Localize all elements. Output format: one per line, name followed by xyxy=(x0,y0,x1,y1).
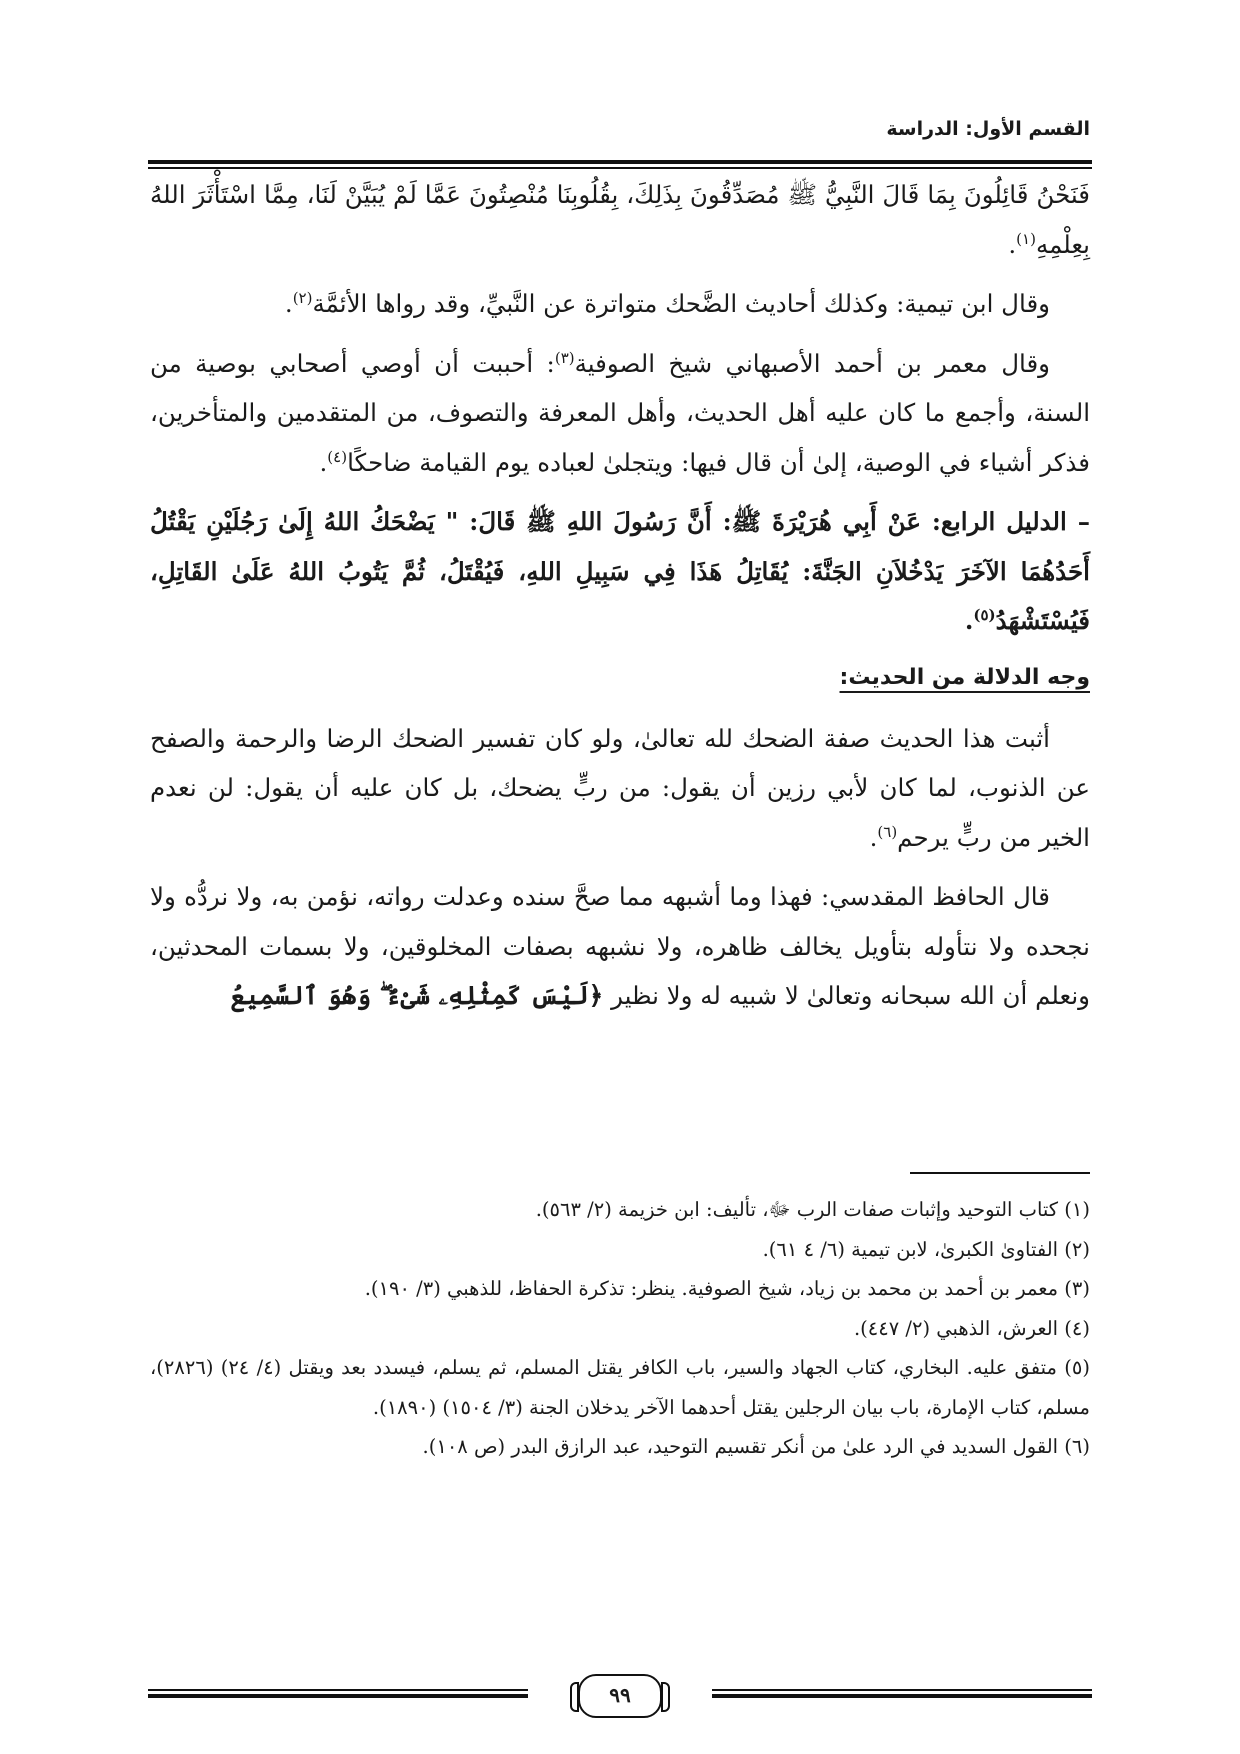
footnote-separator xyxy=(910,1172,1090,1174)
footnote-4: (٤) العرش، الذهبي (٢/ ٤٤٧). xyxy=(853,1316,1090,1340)
paragraph-4-hadith: – الدليل الرابع: عَنْ أَبِي هُرَيْرَةَ ﷺ: أَنَّ رَسُولَ اللهِ ﷺ قَالَ: " يَضْحَكُ اللهُ إِلَىٰ رَجُلَيْنِ يَقْتُلُ أَحَدُهُمَا الآخَرَ يَدْخُلاَنِ الجَنَّةَ: يُقَاتِلُ هَذَا فِي سَبِيلِ اللهِ، فَيُقْتَلُ، ثُمَّ يَتُوبُ اللهُ عَلَىٰ القَاتِلِ، فَيُسْتَشْهَدُ$^{(٥)}$. xyxy=(150,507,1090,635)
footer-rule-left xyxy=(148,1689,528,1698)
paragraph-6 xyxy=(150,872,1090,1021)
paragraph-2: وقال ابن تيمية: وكذلك أحاديث الضَّحك متواترة عن النَّبيِّ، وقد رواها الأئمَّة$^{(٢)}$. xyxy=(284,288,1050,318)
header-rule xyxy=(148,160,1092,169)
footer-rule-right xyxy=(712,1689,1092,1698)
paragraph-3-text-b: : أحببت أن أوصي أصحابي بوصية من السنة، وأجمع ما كان عليه أهل الحديث، وأهل المعرفة والتصوف، من المتقدمين والمتأخرين، فذكر أشياء في الوصية، إلىٰ أن قال فيها: ويتجلىٰ لعباده يوم القيامة ضاحكًا xyxy=(150,348,1090,477)
page-footer xyxy=(148,1680,1092,1716)
paragraph-5: أثبت هذا الحديث صفة الضحك لله تعالىٰ، ولو كان تفسير الضحك الرضا والرحمة والصفح عن الذنوب، لما كان لأبي رزين أن يقول: من ربٍّ يضحك، بل كان عليه أن يقول: لن نعدم الخير من ربٍّ يرحم$^{(٦)}$. xyxy=(150,723,1090,852)
footnote-ref-2[interactable]: (٢) xyxy=(292,288,313,307)
footnote-6: (٦) القول السديد في الرد علىٰ من أنكر تقسيم التوحيد، عبد الرازق البدر (ص ١٠٨). xyxy=(422,1435,1090,1458)
evidence-label: – الدليل الرابع: xyxy=(931,507,1090,536)
footnote-1: (١) كتاب التوحيد وإثبات صفات الرب ﷻ، تأليف: ابن خزيمة (٢/ ٥٦٣). xyxy=(535,1198,1090,1221)
footnote-ref-3[interactable]: (٣) xyxy=(554,348,575,367)
paragraph-3: وقال معمر بن أحمد الأصبهاني شيخ الصوفية$^{(٣)}$: أحببت أن أوصي أصحابي بوصية من السنة، وأجمع ما كان عليه أهل الحديث، وأهل المعرفة والتصوف، من المتقدمين والمتأخرين، فذكر أشياء في الوصية، إلىٰ أن قال فيها: ويتجلىٰ لعباده يوم القيامة ضاحكًا$^{(٤)}$. xyxy=(150,348,1090,477)
section-heading: وجه الدلالة من الحديث: xyxy=(839,664,1090,690)
paragraph-2-text: وقال ابن تيمية: وكذلك أحاديث الضَّحك متواترة عن النَّبيِّ، وقد رواها الأئمَّة xyxy=(312,289,1050,318)
footnote-ref-4[interactable]: (٤) xyxy=(327,447,348,466)
footnote-ref-6[interactable]: (٦) xyxy=(877,822,898,841)
page-number: ٩٩ xyxy=(578,1674,662,1718)
footnote-ref-1[interactable]: (١) xyxy=(1016,229,1036,248)
main-text xyxy=(150,170,1090,1031)
paragraph-1: فَنَحْنُ قَائِلُونَ بِمَا قَالَ النَّبِيُّ ﷺ مُصَدِّقُونَ بِذَلِكَ، بِقُلُوبِنَا مُنْصِتُونَ عَمَّا لَمْ يُبَيَّنْ لَنَا، مِمَّا اسْتَأْثَرَ اللهُ بِعِلْمِهِ$^{(١)}$. xyxy=(150,180,1090,259)
footnote-ref-5[interactable]: (٥) xyxy=(973,605,996,624)
hadith-text: عَنْ أَبِي هُرَيْرَةَ ﷺ: أَنَّ رَسُولَ اللهِ ﷺ قَالَ: " يَضْحَكُ اللهُ إِلَىٰ رَجُلَيْنِ يَقْتُلُ أَحَدُهُمَا الآخَرَ يَدْخُلاَنِ الجَنَّةَ: يُقَاتِلُ هَذَا فِي سَبِيلِ اللهِ، فَيُقْتَلُ، ثُمَّ يَتُوبُ اللهُ عَلَىٰ القَاتِلِ، فَيُسْتَشْهَدُ xyxy=(150,507,1090,635)
running-header: القسم الأول: الدراسة xyxy=(886,118,1090,140)
paragraph-6-text: قال الحافظ المقدسي: فهذا وما أشبهه مما صحَّ سنده وعدلت رواته، نؤمن به، ولا نردُّه ولا نجحده ولا نتأوله بتأويل يخالف ظاهره، ولا نشبهه بصفات المخلوقين، ولا بسمات المحدثين، ونعلم أن الله سبحانه وتعالىٰ لا شبيه له ولا نظير xyxy=(150,882,1090,1010)
footnotes xyxy=(150,1190,1090,1467)
footnote-2: (٢) الفتاوىٰ الكبرىٰ، لابن تيمية (٦/ ٤ ٦١). xyxy=(762,1237,1090,1261)
paragraph-5-text: أثبت هذا الحديث صفة الضحك لله تعالىٰ، ولو كان تفسير الضحك الرضا والرحمة والصفح عن الذنوب، لما كان لأبي رزين أن يقول: من ربٍّ يضحك، بل كان عليه أن يقول: لن نعدم الخير من ربٍّ يرحم xyxy=(150,723,1090,852)
footnote-3: (٣) معمر بن أحمد بن محمد بن زياد، شيخ الصوفية. ينظر: تذكرة الحفاظ، للذهبي (٣/ ١٩٠). xyxy=(364,1277,1090,1300)
paragraph-3-text-a: وقال معمر بن أحمد الأصبهاني شيخ الصوفية xyxy=(574,348,1051,378)
quran-verse: ﴿لَيْسَ كَمِثْلِهِۦ شَىْءٌ ۖ وَهُوَ ٱلسَّمِيعُ xyxy=(230,981,604,1010)
footnote-5: (٥) متفق عليه. البخاري، كتاب الجهاد والسير، باب الكافر يقتل المسلم، ثم يسلم، فيسدد بعد ويقتل (٤/ ٢٤) (٢٨٢٦)، مسلم، كتاب الإمارة، باب بيان الرجلين يقتل أحدهما الآخر يدخلان الجنة (٣/ ١٥٠٤) (١٨٩٠). xyxy=(150,1356,1090,1419)
paragraph-1-text: فَنَحْنُ قَائِلُونَ بِمَا قَالَ النَّبِيُّ ﷺ مُصَدِّقُونَ بِذَلِكَ، بِقُلُوبِنَا مُنْصِتُونَ عَمَّا لَمْ يُبَيَّنْ لَنَا، مِمَّا اسْتَأْثَرَ اللهُ بِعِلْمِهِ xyxy=(150,180,1090,259)
